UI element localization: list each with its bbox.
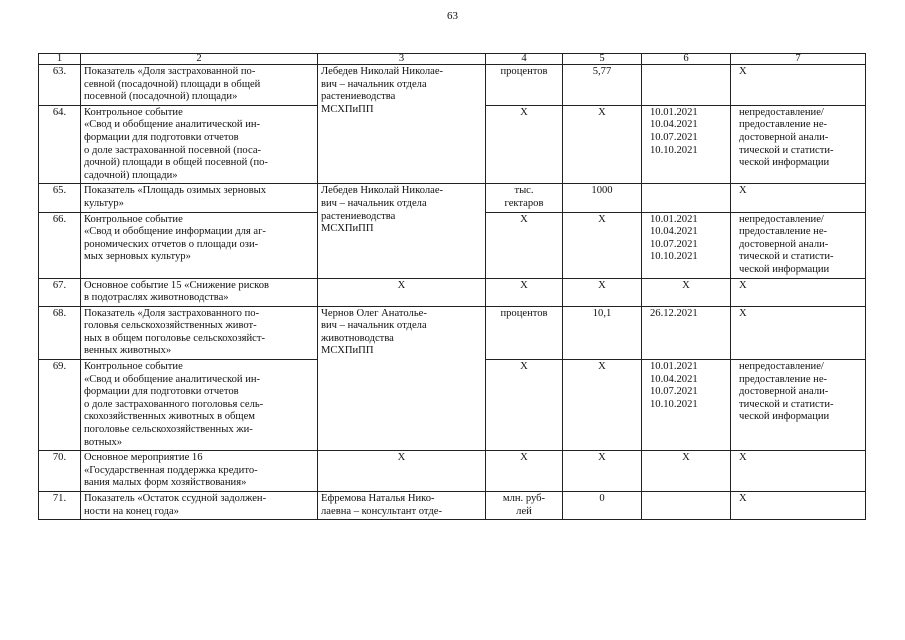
value-line: Х: [598, 279, 606, 291]
value-line: 10,1: [592, 307, 612, 319]
date-line: 10.04.2021: [650, 119, 698, 131]
description-line: в подотраслях животноводства»: [84, 292, 229, 304]
description-line: Показатель «Площадь озимых зерновых: [84, 185, 267, 197]
date-line: 10.01.2021: [650, 361, 698, 373]
risk-line: достоверной анали-: [739, 238, 829, 250]
value-cell: [563, 212, 642, 278]
unit-line: тыс.: [514, 185, 534, 197]
risk-line: достоверной анали-: [739, 386, 829, 398]
description-line: формации для подготовки отчетов: [84, 131, 239, 143]
responsible-line: Х: [397, 452, 406, 464]
risk-line: предоставление не-: [739, 373, 828, 385]
responsible-line: растениеводства: [321, 210, 396, 222]
value-cell: [563, 451, 642, 492]
date-line: 10.10.2021: [650, 251, 698, 263]
value-cell: [563, 65, 642, 106]
value-line: Х: [598, 213, 606, 225]
responsible-cell: [318, 306, 486, 451]
date-cell: [642, 65, 731, 106]
description-line: дочной) площади в общей посевной (по-: [84, 157, 268, 169]
value-line: 0: [599, 493, 605, 504]
description-cell: [81, 451, 318, 492]
description-line: ности на конец года»: [84, 505, 179, 517]
responsible-cell: [318, 184, 486, 278]
risk-line: тической и статисти-: [739, 251, 834, 263]
unit-line: гектаров: [504, 197, 544, 209]
date-cell: [642, 492, 731, 520]
risk-line: ческой информации: [739, 263, 830, 275]
risk-line: достоверной анали-: [739, 131, 829, 143]
description-line: Контрольное событие: [84, 106, 183, 118]
responsible-cell: [318, 278, 486, 306]
responsible-line: вич – начальник отдела: [321, 197, 427, 209]
risk-line: предоставление не-: [739, 226, 828, 238]
risk-line: ческой информации: [739, 157, 830, 169]
description-line: вания малых форм хозяйствования»: [84, 477, 247, 489]
description-line: о доле застрахованного поголовья сель-: [84, 398, 264, 410]
table-row: [39, 278, 866, 306]
table-row: [39, 184, 866, 212]
description-cell: [81, 360, 318, 451]
description-line: о доле застрахованной посевной (поса-: [84, 144, 262, 156]
date-cell: [642, 451, 731, 492]
risk-line: Х: [739, 452, 747, 464]
description-line: формации для подготовки отчетов: [84, 386, 239, 398]
description-line: севной (посадочной) площади в общей: [84, 78, 261, 90]
risk-line: Х: [739, 279, 747, 291]
date-line: 10.01.2021: [650, 213, 698, 225]
risk-cell: [731, 492, 866, 520]
risk-line: Х: [739, 185, 747, 197]
table-row: [39, 492, 866, 520]
date-line: 10.04.2021: [650, 226, 698, 238]
date-cell: [642, 360, 731, 451]
date-cell: [642, 306, 731, 359]
description-line: головья сельскохозяйственных живот-: [84, 320, 257, 332]
unit-cell: [486, 184, 563, 212]
risk-line: ческой информации: [739, 411, 830, 423]
header-cell: 2: [81, 54, 318, 65]
description-line: «Свод и обобщение аналитической ин-: [84, 373, 261, 385]
risk-line: предоставление не-: [739, 119, 828, 131]
unit-line: млн. руб-: [502, 493, 546, 504]
unit-cell: [486, 278, 563, 306]
description-line: культур»: [84, 197, 124, 209]
responsible-line: МСХПиПП: [321, 223, 374, 235]
risk-line: Х: [739, 66, 747, 77]
responsible-line: МСХПиПП: [321, 345, 374, 357]
date-line: 10.10.2021: [650, 144, 698, 156]
risk-line: Х: [739, 493, 747, 504]
row-number-cell: 71.: [39, 492, 81, 520]
description-line: посевной (посадочной) площади»: [84, 91, 238, 103]
responsible-line: Лебедев Николай Николае-: [321, 185, 444, 197]
date-line: 10.04.2021: [650, 373, 698, 385]
value-cell: [563, 105, 642, 184]
risk-line: непредоставление/: [739, 106, 824, 118]
date-cell: [642, 105, 731, 184]
description-line: Показатель «Доля застрахованной по-: [84, 66, 256, 77]
date-line: 10.10.2021: [650, 398, 698, 410]
description-line: садочной) площади»: [84, 169, 178, 181]
table-row: [39, 451, 866, 492]
description-cell: [81, 492, 318, 520]
description-cell: [81, 65, 318, 106]
description-line: «Государственная поддержка кредито-: [84, 464, 258, 476]
row-number-cell: 65.: [39, 184, 81, 212]
description-line: Показатель «Остаток ссудной задолжен-: [84, 493, 267, 504]
date-cell: [642, 212, 731, 278]
description-line: мых зерновых культур»: [84, 251, 191, 263]
header-cell: 5: [563, 54, 642, 65]
unit-line: Х: [520, 361, 528, 373]
risk-line: тической и статисти-: [739, 144, 834, 156]
unit-cell: [486, 306, 563, 359]
risk-line: непредоставление/: [739, 213, 824, 225]
risk-cell: [731, 306, 866, 359]
row-number-cell: 68.: [39, 306, 81, 359]
description-line: венных животных»: [84, 345, 172, 357]
description-cell: [81, 278, 318, 306]
value-line: 1000: [591, 185, 613, 197]
value-line: 5,77: [592, 66, 612, 77]
unit-line: Х: [520, 279, 528, 291]
value-cell: [563, 278, 642, 306]
responsible-line: Х: [397, 279, 406, 291]
risk-cell: [731, 278, 866, 306]
description-line: Контрольное событие: [84, 361, 183, 373]
row-number-cell: 64.: [39, 105, 81, 184]
date-cell: [642, 184, 731, 212]
responsible-line: вич – начальник отдела: [321, 78, 427, 90]
responsible-line: Чернов Олег Анатолье-: [321, 307, 427, 319]
description-line: поголовье сельскохозяйственных жи-: [84, 424, 253, 436]
description-line: вотных»: [84, 436, 123, 448]
date-line: 10.07.2021: [650, 386, 698, 398]
description-line: «Свод и обобщение аналитической ин-: [84, 119, 261, 131]
risk-cell: [731, 451, 866, 492]
unit-cell: [486, 212, 563, 278]
responsible-line: Лебедев Николай Николае-: [321, 66, 444, 77]
description-cell: [81, 105, 318, 184]
description-line: Основное мероприятие 16: [84, 452, 203, 464]
header-cell: 1: [39, 54, 81, 65]
value-line: Х: [598, 361, 606, 373]
header-cell: 4: [486, 54, 563, 65]
table-row: [39, 65, 866, 106]
responsible-line: Ефремова Наталья Нико-: [321, 493, 435, 504]
description-cell: [81, 212, 318, 278]
header-row: [39, 54, 866, 65]
description-line: рономических отчетов о площади ози-: [84, 238, 259, 250]
value-cell: [563, 184, 642, 212]
header-cell: 7: [731, 54, 866, 65]
row-number-cell: 66.: [39, 212, 81, 278]
description-line: Показатель «Доля застрахованного по-: [84, 307, 260, 319]
unit-line: Х: [520, 106, 528, 118]
header-cell: 6: [642, 54, 731, 65]
row-number-cell: 63.: [39, 65, 81, 106]
risk-cell: [731, 360, 866, 451]
date-line: 26.12.2021: [650, 307, 698, 319]
unit-line: процентов: [500, 66, 548, 77]
row-number-cell: 67.: [39, 278, 81, 306]
description-line: «Свод и обобщение информации для аг-: [84, 226, 266, 238]
row-number-cell: 70.: [39, 451, 81, 492]
risk-cell: [731, 65, 866, 106]
description-line: ных в общем поголовье сельскохозяйст-: [84, 332, 266, 344]
description-cell: [81, 306, 318, 359]
indicators-table: [38, 53, 866, 520]
risk-cell: [731, 184, 866, 212]
page-number: 63: [447, 10, 458, 22]
unit-line: процентов: [500, 307, 548, 319]
responsible-line: МСХПиПП: [321, 103, 374, 115]
date-cell: [642, 278, 731, 306]
responsible-line: животноводства: [321, 332, 394, 344]
responsible-cell: [318, 492, 486, 520]
unit-cell: [486, 65, 563, 106]
value-line: Х: [598, 452, 606, 464]
unit-line: Х: [520, 213, 528, 225]
date-line: 10.07.2021: [650, 131, 698, 143]
description-line: Основное событие 15 «Снижение рисков: [84, 279, 270, 291]
date-line: Х: [682, 279, 690, 291]
value-cell: [563, 492, 642, 520]
risk-cell: [731, 212, 866, 278]
unit-cell: [486, 451, 563, 492]
date-line: 10.01.2021: [650, 106, 698, 118]
date-line: Х: [682, 452, 690, 464]
value-cell: [563, 306, 642, 359]
description-cell: [81, 184, 318, 212]
unit-line: Х: [520, 452, 528, 464]
risk-line: тической и статисти-: [739, 398, 834, 410]
responsible-cell: [318, 451, 486, 492]
unit-cell: [486, 360, 563, 451]
responsible-line: растениеводства: [321, 91, 396, 103]
table-row: [39, 306, 866, 359]
responsible-cell: [318, 65, 486, 184]
row-number-cell: 69.: [39, 360, 81, 451]
value-cell: [563, 360, 642, 451]
description-line: скохозяйственных животных в общем: [84, 411, 255, 423]
responsible-line: вич – начальник отдела: [321, 320, 427, 332]
description-line: Контрольное событие: [84, 213, 183, 225]
risk-line: Х: [739, 307, 747, 319]
header-cell: 3: [318, 54, 486, 65]
risk-line: непредоставление/: [739, 361, 824, 373]
risk-cell: [731, 105, 866, 184]
unit-line: лей: [516, 505, 532, 517]
date-line: 10.07.2021: [650, 238, 698, 250]
responsible-line: лаевна – консультант отде-: [321, 505, 443, 517]
value-line: Х: [598, 106, 606, 118]
unit-cell: [486, 492, 563, 520]
unit-cell: [486, 105, 563, 184]
